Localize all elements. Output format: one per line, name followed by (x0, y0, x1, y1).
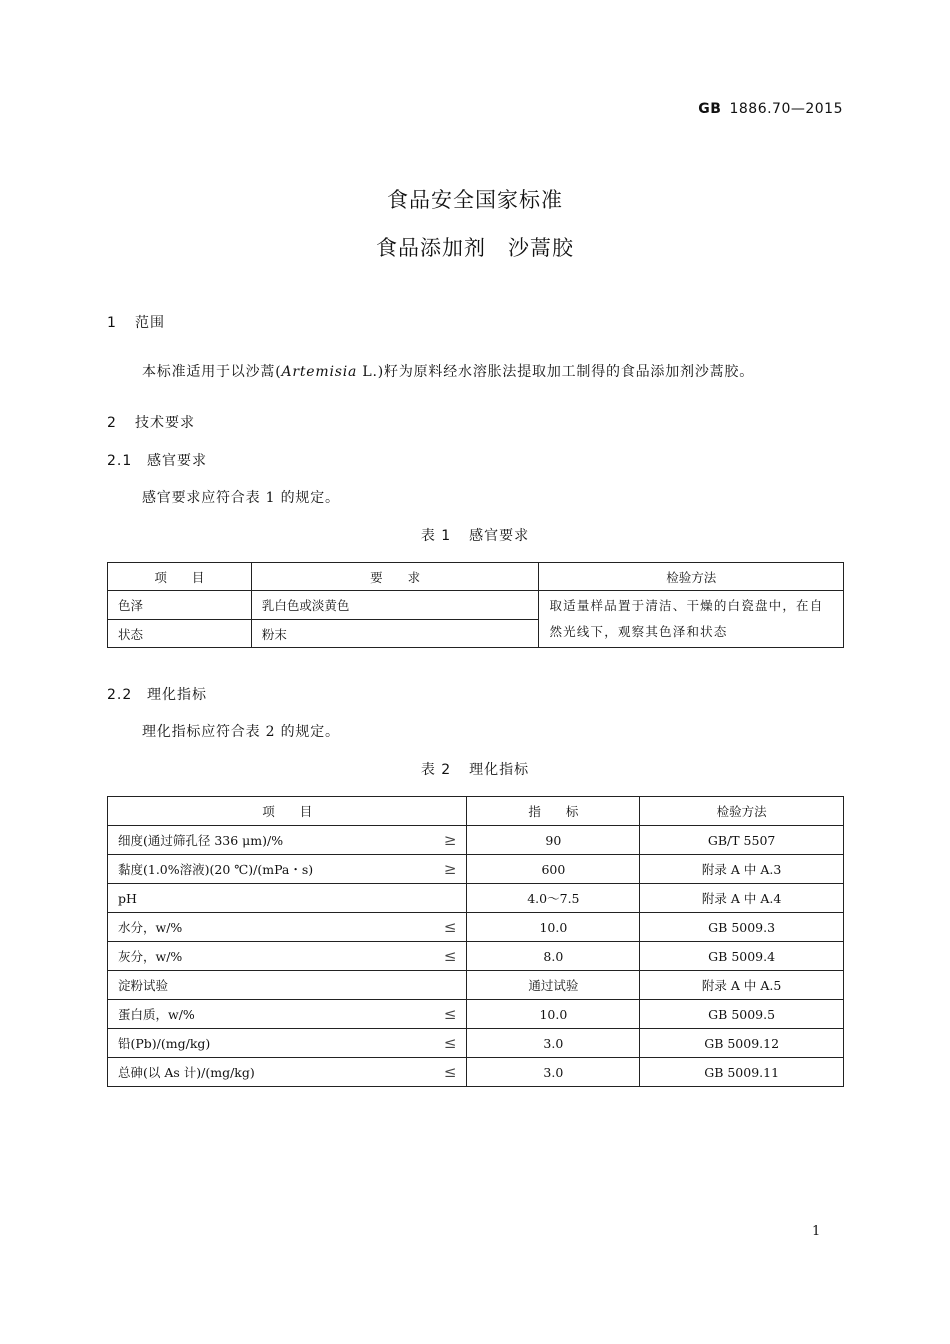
method-cell: GB 5009.4 (640, 942, 844, 971)
value-cell: 3.0 (467, 1029, 640, 1058)
method-cell: 附录 A 中 A.3 (640, 855, 844, 884)
item-label: 灰分，w/% (118, 949, 183, 964)
section-title: 技术要求 (135, 415, 195, 431)
method-cell: 附录 A 中 A.4 (640, 884, 844, 913)
table-row (108, 855, 844, 884)
item-cell (108, 913, 467, 942)
item-label: 细度(通过筛孔径 336 μm)/% (118, 833, 284, 848)
scope-text-start: 本标准适用于以沙蒿( (142, 364, 282, 380)
scope-text-end: L.)籽为原料经水溶胀法提取加工制得的食品添加剂沙蒿胶。 (357, 364, 755, 380)
standard-code (698, 101, 843, 117)
table-1 (107, 562, 844, 648)
item-label: 总砷(以 As 计)/(mg/kg) (118, 1065, 255, 1080)
comparison-sign: ≤ (443, 918, 457, 936)
caption-title: 理化指标 (469, 762, 530, 778)
comparison-sign: ≥ (443, 831, 457, 849)
section-2-2-text: 理化指标应符合表 2 的规定。 (142, 724, 340, 740)
table-2 (107, 796, 844, 1087)
item-cell (108, 1029, 467, 1058)
table-row (108, 942, 844, 971)
table-row (108, 913, 844, 942)
value-cell: 10.0 (467, 1000, 640, 1029)
item-cell: 状态 (108, 620, 252, 648)
table-header-row (108, 797, 844, 826)
section-2-heading (107, 412, 195, 432)
section-number: 2.1 (107, 453, 133, 469)
method-cell: GB 5009.5 (640, 1000, 844, 1029)
table-2-caption (0, 759, 950, 779)
table-row (108, 591, 844, 620)
section-number: 2.2 (107, 687, 133, 703)
value-cell: 10.0 (467, 913, 640, 942)
comparison-sign: ≥ (443, 860, 457, 878)
value-cell: 8.0 (467, 942, 640, 971)
table-header-row (108, 563, 844, 591)
header-index: 指 标 (467, 797, 640, 826)
method-cell: GB 5009.3 (640, 913, 844, 942)
item-cell (108, 1058, 467, 1087)
table-row (108, 1029, 844, 1058)
latin-name: Artemisia (281, 364, 358, 380)
value-cell: 600 (467, 855, 640, 884)
requirement-cell: 乳白色或淡黄色 (251, 591, 539, 620)
section-1-heading (107, 312, 165, 332)
method-cell: GB 5009.11 (640, 1058, 844, 1087)
document-title: 食品安全国家标准 (387, 188, 563, 212)
method-cell: GB 5009.12 (640, 1029, 844, 1058)
comparison-sign: ≤ (443, 1034, 457, 1052)
section-title: 感官要求 (147, 453, 207, 469)
item-label: 黏度(1.0%溶液)(20 ℃)/(mPa・s) (118, 862, 314, 877)
method-cell: GB/T 5507 (640, 826, 844, 855)
item-label: pH (118, 890, 137, 906)
item-cell (108, 971, 467, 1000)
requirement-cell: 粉末 (251, 620, 539, 648)
item-cell (108, 884, 467, 913)
section-2-2-heading (107, 684, 207, 704)
table-1-caption (0, 525, 950, 545)
item-label: 淀粉试验 (118, 978, 169, 993)
standard-prefix: GB (698, 101, 722, 117)
item-cell (108, 855, 467, 884)
header-requirement: 要 求 (251, 563, 539, 591)
item-label: 水分，w/% (118, 920, 183, 935)
section-2-1-text: 感官要求应符合表 1 的规定。 (142, 490, 340, 506)
caption-number: 表 2 (420, 762, 452, 778)
section-2-1-heading (107, 450, 207, 470)
item-label: 铅(Pb)/(mg/kg) (118, 1036, 211, 1051)
section-title: 范围 (135, 315, 165, 331)
table-row (108, 1000, 844, 1029)
item-cell (108, 1000, 467, 1029)
header-method: 检验方法 (539, 563, 844, 591)
item-cell (108, 826, 467, 855)
header-item: 项 目 (108, 797, 467, 826)
standard-number: 1886.70—2015 (729, 101, 843, 117)
table-row (108, 884, 844, 913)
table-row (108, 1058, 844, 1087)
comparison-sign: ≤ (443, 1063, 457, 1081)
section-number: 1 (107, 315, 117, 331)
method-cell: 附录 A 中 A.5 (640, 971, 844, 1000)
table-row (108, 826, 844, 855)
item-cell: 色泽 (108, 591, 252, 620)
section-title: 理化指标 (147, 687, 207, 703)
section-number: 2 (107, 415, 117, 431)
value-cell: 90 (467, 826, 640, 855)
caption-title: 感官要求 (469, 528, 530, 544)
item-label: 蛋白质，w/% (118, 1007, 195, 1022)
document-subtitle: 食品添加剂 沙蒿胶 (376, 236, 574, 260)
header-item: 项 目 (108, 563, 252, 591)
page-number: 1 (812, 1224, 821, 1239)
table-row (108, 971, 844, 1000)
comparison-sign: ≤ (443, 947, 457, 965)
caption-number: 表 1 (420, 528, 452, 544)
item-cell (108, 942, 467, 971)
section-1-text (142, 361, 754, 381)
header-method: 检验方法 (640, 797, 844, 826)
value-cell: 通过试验 (467, 971, 640, 1000)
method-cell: 取适量样品置于清洁、干燥的白瓷盘中，在自然光线下，观察其色泽和状态 (539, 591, 844, 648)
comparison-sign: ≤ (443, 1005, 457, 1023)
value-cell: 3.0 (467, 1058, 640, 1087)
value-cell: 4.0～7.5 (467, 884, 640, 913)
